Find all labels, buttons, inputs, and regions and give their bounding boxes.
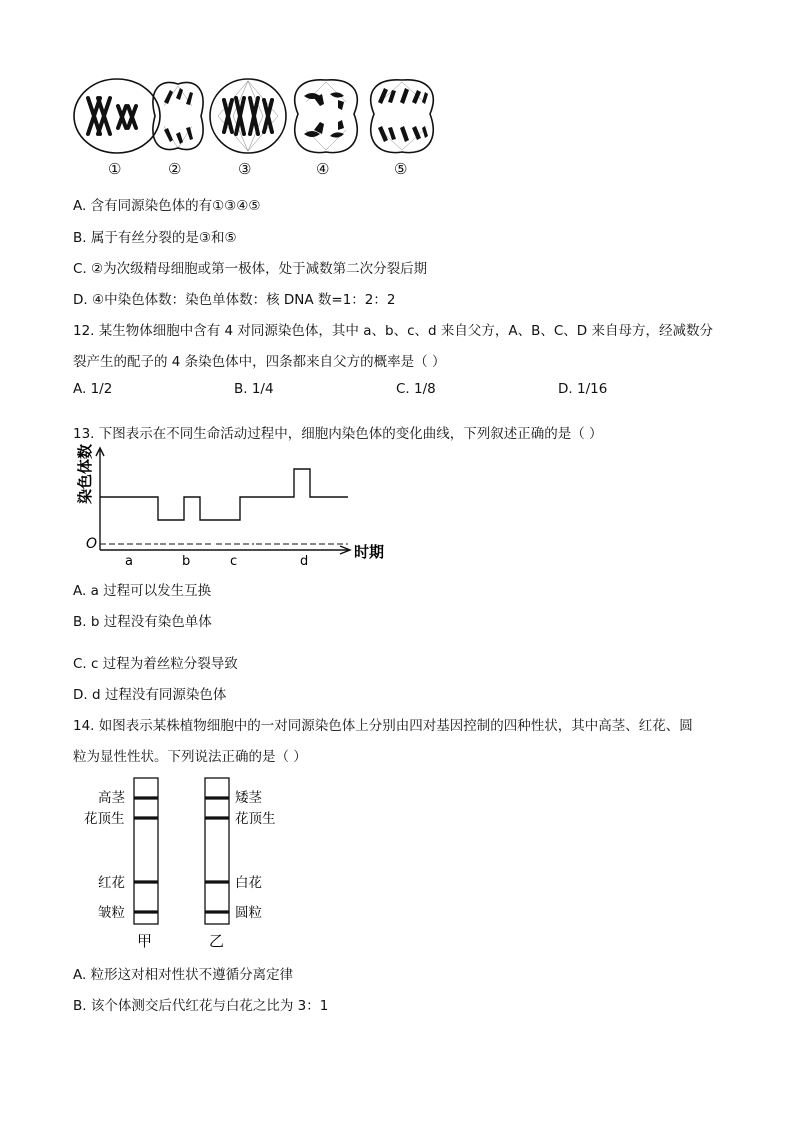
q12-stem-line1: 12. 某生物体细胞中含有 4 对同源染色体，其中 a、b、c、d 来自父方，A、B、C、D 来自母方，经减数分 — [73, 323, 713, 339]
q14-option-b: B. 该个体测交后代红花与白花之比为 3：1 — [73, 998, 329, 1014]
left-gene-label-3: 红花 — [98, 875, 125, 891]
right-gene-label-3: 白花 — [235, 875, 262, 891]
q12-option-c: C. 1/8 — [396, 381, 436, 397]
right-gene-label-1: 矮茎 — [235, 790, 262, 806]
q11-option-d: D. ④中染色体数：染色单体数：核 DNA 数=1：2：2 — [73, 292, 396, 308]
cell-label-3: ③ — [238, 160, 252, 178]
cell-5-drawing — [371, 80, 434, 153]
q13-stem: 13. 下图表示在不同生命活动过程中，细胞内染色体的变化曲线，下列叙述正确的是（ ） — [73, 426, 603, 442]
q12-stem-line2: 裂产生的配子的 4 条染色体中，四条都来自父方的概率是（ ） — [73, 354, 446, 370]
chromosome-curve-chart — [76, 444, 396, 572]
q12-option-b: B. 1/4 — [234, 381, 274, 397]
q13-option-a: A. a 过程可以发生互换 — [73, 583, 212, 599]
segment-d: d — [300, 554, 309, 569]
segment-c: c — [230, 554, 238, 569]
cell-label-4: ④ — [316, 160, 330, 178]
left-gene-label-2: 花顶生 — [84, 811, 125, 827]
q13-option-c: C. c 过程为着丝粒分裂导致 — [73, 656, 238, 672]
segment-a: a — [125, 554, 133, 569]
cell-1-drawing — [74, 79, 160, 153]
q11-option-c: C. ②为次级精母细胞或第一极体，处于减数第二次分裂后期 — [73, 261, 428, 277]
left-gene-label-4: 皱粒 — [98, 905, 125, 921]
cell-3-drawing — [210, 79, 286, 153]
q11-option-b: B. 属于有丝分裂的是③和⑤ — [73, 230, 237, 246]
chromosome-left-name: 甲 — [137, 932, 153, 950]
chart-origin: O — [86, 536, 98, 552]
q12-option-d: D. 1/16 — [558, 381, 608, 397]
right-gene-label-4: 圆粒 — [235, 905, 262, 921]
q13-option-b: B. b 过程没有染色单体 — [73, 614, 212, 630]
cell-label-5: ⑤ — [394, 160, 408, 178]
q14-option-a: A. 粒形这对相对性状不遵循分离定律 — [73, 967, 294, 983]
chart-xlabel: 时期 — [354, 543, 385, 561]
cell-division-figure — [68, 76, 448, 158]
homologous-chromosomes-figure — [84, 776, 300, 951]
cell-label-2: ② — [168, 160, 182, 178]
chromosome-right-name: 乙 — [209, 932, 225, 950]
q14-stem-line1: 14. 如图表示某株植物细胞中的一对同源染色体上分别由四对基因控制的四种性状，其中高茎、红花、圆 — [73, 718, 693, 734]
segment-b: b — [182, 554, 191, 569]
left-gene-label-1: 高茎 — [98, 790, 125, 806]
q11-option-a: A. 含有同源染色体的有①③④⑤ — [73, 198, 261, 214]
cell-4-drawing — [295, 80, 358, 153]
cell-label-1: ① — [108, 160, 122, 178]
right-gene-label-2: 花顶生 — [235, 811, 276, 827]
chromosome-curve — [100, 469, 348, 520]
q14-stem-line2: 粒为显性性状。下列说法正确的是（ ） — [73, 749, 307, 765]
chart-ylabel: 染色体数 — [76, 443, 94, 504]
q12-option-a: A. 1/2 — [73, 381, 113, 397]
q13-option-d: D. d 过程没有同源染色体 — [73, 687, 227, 703]
